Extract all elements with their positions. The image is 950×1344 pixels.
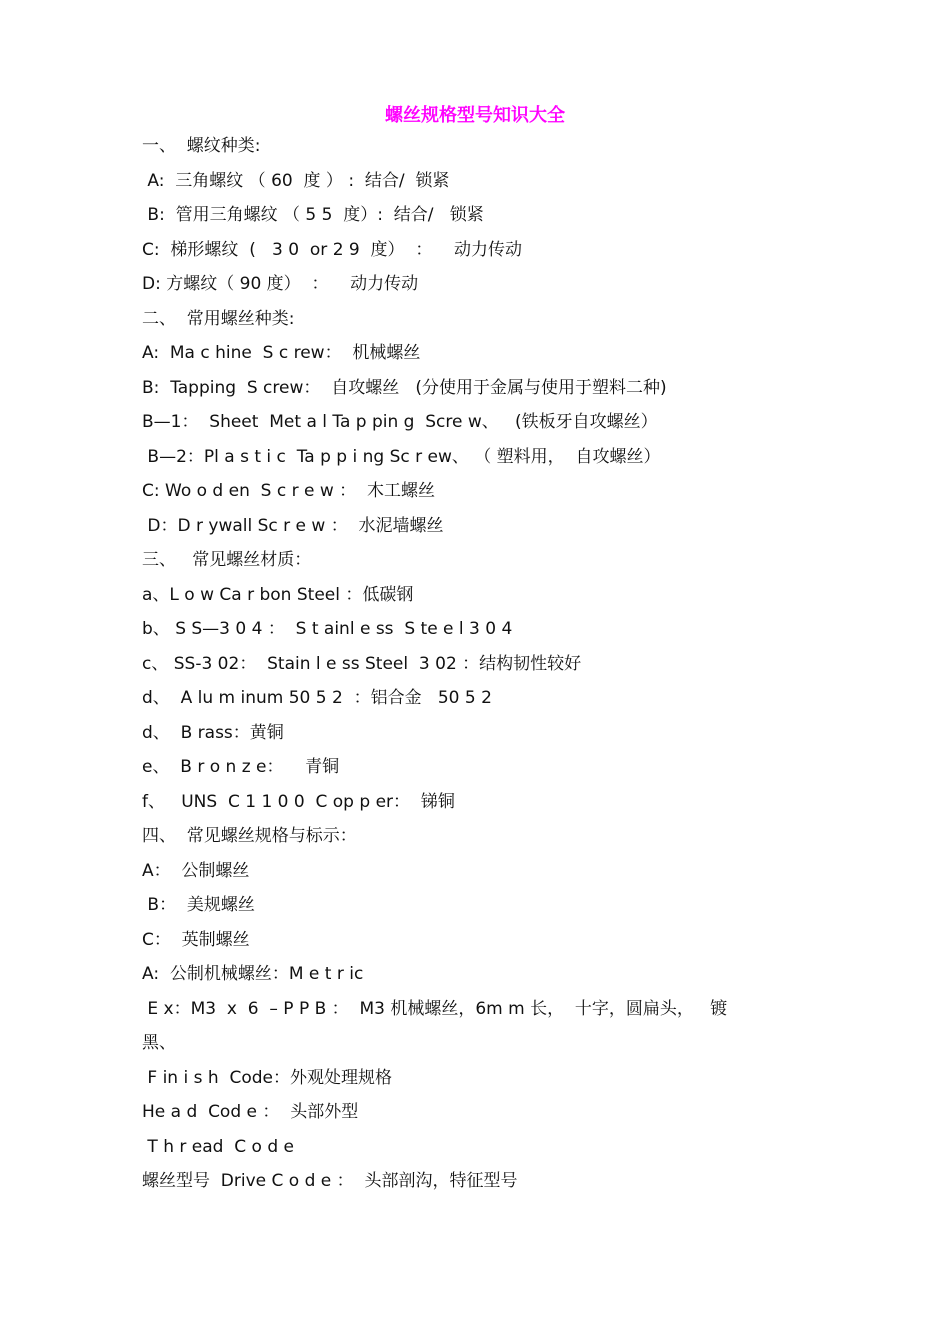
text-line: 黑、 bbox=[142, 1033, 176, 1053]
text-line: 二、 常用螺丝种类: bbox=[142, 308, 295, 329]
text-line: A: 公制机械螺丝：M e t r ic bbox=[142, 964, 364, 984]
text-line: 螺丝型号 Drive C o d e ： 头部剖沟，特征型号 bbox=[142, 1171, 518, 1191]
text-line: 一、 螺纹种类: bbox=[142, 136, 261, 156]
text-line: a、L o w Ca r bon Steel ：低碳钢 bbox=[142, 584, 414, 605]
text-line: B—1： Sheet Met a l Ta p pin g Scre w、 (铁板牙自攻螺丝） bbox=[142, 412, 658, 432]
text-line: C: Wo o d en S c r e w ： 木工螺丝 bbox=[142, 481, 435, 501]
text-line: d、 B rass：黄铜 bbox=[142, 722, 284, 743]
text-line: D: 方螺纹（ 90 度） ： 动力传动 bbox=[142, 274, 419, 294]
text-line: A: 三角螺纹 （ 60 度 ） : 结合/ 锁紧 bbox=[142, 170, 450, 191]
text-line: B: 管用三角螺纹 （ 5 5 度）: 结合/ 锁紧 bbox=[142, 205, 484, 225]
text-line: B—2：Pl a s t i c Ta p p i ng Sc r ew、 （ 塑料用， 自攻螺丝） bbox=[142, 446, 661, 467]
text-line: A: Ma c hine S c rew： 机械螺丝 bbox=[142, 343, 421, 363]
text-line: 四、 常见螺丝规格与标示： bbox=[142, 826, 357, 846]
text-line: d、 A lu m inum 50 5 2 ：铝合金 50 5 2 bbox=[142, 688, 492, 708]
text-line: A： 公制螺丝 bbox=[142, 860, 250, 881]
text-line: B: Tapping S crew： 自攻螺丝 (分使用于金属与使用于塑料二种) bbox=[142, 377, 667, 398]
text-line: e、 B r o n z e： 青铜 bbox=[142, 757, 340, 777]
text-line: 三、 常见螺丝材质： bbox=[142, 550, 312, 570]
text-line: E x：M3 x 6 – P P B ： M3 机械螺丝，6m m 长， 十字，圆扁头， 镀 bbox=[142, 998, 728, 1019]
text-line: C: 梯形螺纹 ( 3 0 or 2 9 度） ： 动力传动 bbox=[142, 239, 522, 260]
text-line: C： 英制螺丝 bbox=[142, 929, 250, 950]
document-title: 螺丝规格型号知识大全 bbox=[385, 105, 565, 126]
text-line: c、 SS-3 02： Stain l e ss Steel 3 02 ：结构韧性较好 bbox=[142, 653, 582, 674]
text-line: F in i s h Code：外观处理规格 bbox=[142, 1067, 392, 1088]
text-line: T h r ead C o d e bbox=[142, 1136, 294, 1157]
text-line: D：D r ywall Sc r e w ： 水泥墙螺丝 bbox=[142, 515, 444, 536]
document-body bbox=[142, 129, 812, 1199]
text-line: f、 UNS C 1 1 0 0 C op p er： 锑铜 bbox=[142, 791, 455, 812]
text-line: He a d Cod e ： 头部外型 bbox=[142, 1102, 359, 1122]
text-line: b、 S S—3 0 4 ： S t ainl e ss S te e l 3 0 4 bbox=[142, 619, 513, 639]
text-line: B： 美规螺丝 bbox=[142, 895, 255, 915]
